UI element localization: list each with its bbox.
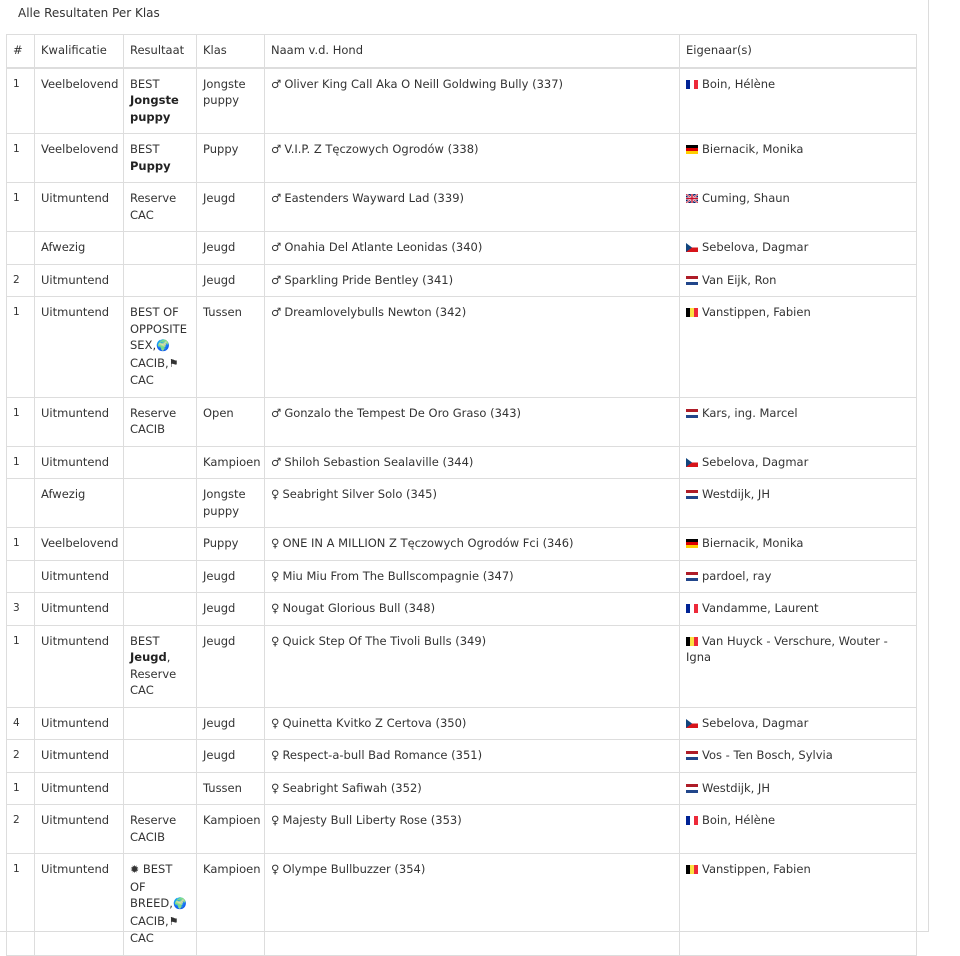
rank-cell: 1: [7, 772, 35, 805]
owner-name: Boin, Hélène: [702, 813, 776, 827]
eigenaar-cell: [680, 68, 917, 134]
female-symbol-icon: ♀: [271, 780, 280, 795]
eigenaar-cell: [680, 707, 917, 740]
kwalificatie-cell: Uitmuntend: [35, 297, 124, 398]
naam-cell: [265, 772, 680, 805]
rank-cell: 1: [7, 183, 35, 232]
male-symbol-icon: ♂: [271, 454, 282, 469]
dog-name: Nougat Glorious Bull (348): [282, 601, 436, 615]
resultaat-text: BEST OF OPPOSITE SEX,: [130, 305, 187, 352]
dog-name: ONE IN A MILLION Z Tęczowych Ogrodów Fci (346): [282, 536, 574, 550]
eigenaar-cell: [680, 183, 917, 232]
klas-cell: Jongste puppy: [197, 479, 265, 528]
klas-cell: Jeugd: [197, 625, 265, 707]
naam-cell: [265, 68, 680, 134]
dog-name: Quinetta Kvitko Z Certova (350): [282, 715, 467, 730]
dog-name: Olympe Bullbuzzer (354): [282, 862, 426, 876]
eigenaar-cell: [680, 297, 917, 398]
resultaat-text: BEST: [130, 76, 160, 91]
dog-name: Seabright Silver Solo (345): [282, 487, 437, 501]
resultaat-text: Reserve CACIB: [130, 813, 177, 844]
eigenaar-cell: [680, 560, 917, 593]
klas-cell: Kampioen: [197, 854, 265, 956]
table-row: [7, 446, 917, 479]
naam-cell: [265, 528, 680, 561]
naam-cell: [265, 805, 680, 854]
rank-cell: [7, 479, 35, 528]
rank-cell: 2: [7, 264, 35, 297]
resultaat-cell: [124, 528, 197, 561]
rank-cell: 1: [7, 297, 35, 398]
dog-name: Quick Step Of The Tivoli Bulls (349): [282, 633, 487, 648]
resultaat-cell: [124, 560, 197, 593]
owner-name: Biernacik, Monika: [702, 142, 804, 156]
female-symbol-icon: ♀: [271, 715, 280, 730]
col-header-kwalificatie: Kwalificatie: [35, 35, 124, 68]
dog-name: Seabright Safiwah (352): [282, 780, 422, 795]
kwalificatie-cell: Uitmuntend: [35, 560, 124, 593]
col-header-rank: #: [7, 35, 35, 68]
resultaat-cell: [124, 625, 197, 707]
klas-cell: Jeugd: [197, 707, 265, 740]
resultaat-cell: [124, 68, 197, 134]
resultaat-text: BEST: [130, 633, 160, 648]
kwalificatie-cell: Uitmuntend: [35, 593, 124, 626]
naam-cell: [265, 854, 680, 956]
female-symbol-icon: ♀: [271, 813, 280, 827]
owner-name: Van Eijk, Ron: [702, 272, 777, 287]
col-header-resultaat: Resultaat: [124, 35, 197, 68]
klas-cell: Jeugd: [197, 264, 265, 297]
klas-cell: Jeugd: [197, 560, 265, 593]
naam-cell: [265, 297, 680, 398]
naam-cell: [265, 707, 680, 740]
table-row: [7, 854, 917, 956]
naam-cell: [265, 479, 680, 528]
eigenaar-cell: [680, 446, 917, 479]
klas-cell: Puppy: [197, 528, 265, 561]
flag-cz-icon: [686, 458, 698, 467]
resultaat-text: , Reserve CAC: [130, 650, 177, 697]
rank-cell: 1: [7, 446, 35, 479]
female-symbol-icon: ♀: [271, 487, 280, 501]
owner-name: Boin, Hélène: [702, 76, 776, 91]
dog-name: Majesty Bull Liberty Rose (353): [282, 813, 462, 827]
resultaat-text: Jongste puppy: [130, 93, 179, 124]
table-row: [7, 68, 917, 134]
dog-name: Eastenders Wayward Lad (339): [284, 191, 464, 205]
dog-name: Onahia Del Atlante Leonidas (340): [284, 240, 483, 254]
resultaat-text: Puppy: [130, 158, 171, 173]
eigenaar-cell: [680, 772, 917, 805]
flag-icon: ⚑: [168, 914, 179, 928]
eigenaar-cell: [680, 397, 917, 446]
table-row: [7, 707, 917, 740]
naam-cell: [265, 264, 680, 297]
eigenaar-cell: [680, 528, 917, 561]
resultaat-text: BEST OF BREED,: [130, 862, 173, 910]
kwalificatie-cell: Uitmuntend: [35, 264, 124, 297]
kwalificatie-cell: Uitmuntend: [35, 772, 124, 805]
results-table: [6, 34, 917, 956]
resultaat-cell: [124, 446, 197, 479]
rank-cell: 2: [7, 740, 35, 773]
klas-cell: Puppy: [197, 134, 265, 183]
table-row: [7, 232, 917, 265]
naam-cell: [265, 625, 680, 707]
table-row: [7, 297, 917, 398]
table-header-row: [7, 35, 917, 68]
col-header-naam: Naam v.d. Hond: [265, 35, 680, 68]
kwalificatie-cell: Uitmuntend: [35, 740, 124, 773]
dog-name: Respect-a-bull Bad Romance (351): [282, 748, 483, 762]
rank-cell: 1: [7, 68, 35, 134]
eigenaar-cell: [680, 625, 917, 707]
rank-cell: 3: [7, 593, 35, 626]
dog-name: Shiloh Sebastion Sealaville (344): [284, 454, 474, 469]
eigenaar-cell: [680, 232, 917, 265]
eigenaar-cell: [680, 740, 917, 773]
dog-name: Sparkling Pride Bentley (341): [284, 272, 454, 287]
table-row: [7, 134, 917, 183]
col-header-eigenaar: Eigenaar(s): [680, 35, 917, 68]
naam-cell: [265, 232, 680, 265]
flag-de-icon: [686, 145, 698, 154]
resultaat-cell: [124, 805, 197, 854]
klas-cell: Open: [197, 397, 265, 446]
resultaat-text: Reserve CACIB: [130, 405, 177, 436]
rank-cell: [7, 232, 35, 265]
dog-name: Gonzalo the Tempest De Oro Graso (343): [284, 405, 522, 420]
male-symbol-icon: ♂: [271, 191, 282, 205]
kwalificatie-cell: Uitmuntend: [35, 707, 124, 740]
kwalificatie-cell: Afwezig: [35, 232, 124, 265]
eigenaar-cell: [680, 805, 917, 854]
resultaat-text: CAC: [130, 931, 154, 945]
male-symbol-icon: ♂: [271, 76, 282, 91]
rank-cell: 1: [7, 397, 35, 446]
owner-name: Sebelova, Dagmar: [702, 715, 809, 730]
kwalificatie-cell: Afwezig: [35, 479, 124, 528]
naam-cell: [265, 446, 680, 479]
flag-be-icon: [686, 865, 698, 874]
naam-cell: [265, 397, 680, 446]
rank-cell: 2: [7, 805, 35, 854]
eigenaar-cell: [680, 134, 917, 183]
eigenaar-cell: [680, 593, 917, 626]
rank-cell: 1: [7, 854, 35, 956]
kwalificatie-cell: Uitmuntend: [35, 625, 124, 707]
dog-name: Dreamlovelybulls Newton (342): [284, 305, 467, 319]
table-row: [7, 625, 917, 707]
male-symbol-icon: ♂: [271, 405, 282, 420]
table-row: [7, 397, 917, 446]
rank-cell: 1: [7, 134, 35, 183]
female-symbol-icon: ♀: [271, 862, 280, 876]
col-header-klas: Klas: [197, 35, 265, 68]
resultaat-cell: [124, 397, 197, 446]
male-symbol-icon: ♂: [271, 240, 282, 254]
owner-name: Westdijk, JH: [702, 487, 770, 501]
resultaat-cell: [124, 772, 197, 805]
page-title: Alle Resultaten Per Klas: [18, 6, 160, 20]
flag-gb-icon: [686, 194, 698, 203]
owner-name: Vanstippen, Fabien: [702, 862, 811, 876]
female-symbol-icon: ♀: [271, 633, 280, 648]
naam-cell: [265, 593, 680, 626]
resultaat-cell: [124, 134, 197, 183]
table-row: [7, 740, 917, 773]
owner-name: Kars, ing. Marcel: [702, 405, 798, 420]
flag-cz-icon: [686, 719, 698, 728]
table-row: [7, 772, 917, 805]
resultaat-cell: [124, 707, 197, 740]
resultaat-cell: [124, 297, 197, 398]
eigenaar-cell: [680, 264, 917, 297]
resultaat-cell: [124, 232, 197, 265]
flag-nl-icon: [686, 751, 698, 760]
kwalificatie-cell: Uitmuntend: [35, 183, 124, 232]
flag-fr-icon: [686, 816, 698, 825]
owner-name: Biernacik, Monika: [702, 536, 804, 550]
kwalificatie-cell: Uitmuntend: [35, 397, 124, 446]
flag-fr-icon: [686, 604, 698, 613]
resultaat-text: Jeugd: [130, 650, 167, 664]
female-symbol-icon: ♀: [271, 601, 280, 615]
owner-name: Westdijk, JH: [702, 780, 770, 795]
naam-cell: [265, 183, 680, 232]
rank-cell: 1: [7, 625, 35, 707]
female-symbol-icon: ♀: [271, 568, 280, 583]
flag-be-icon: [686, 637, 698, 646]
table-row: [7, 560, 917, 593]
kwalificatie-cell: Veelbelovend: [35, 528, 124, 561]
rank-cell: 1: [7, 528, 35, 561]
owner-name: Vandamme, Laurent: [702, 601, 819, 615]
table-row: [7, 264, 917, 297]
table-row: [7, 528, 917, 561]
male-symbol-icon: ♂: [271, 142, 282, 156]
kwalificatie-cell: Veelbelovend: [35, 68, 124, 134]
table-row: [7, 183, 917, 232]
resultaat-cell: [124, 854, 197, 956]
rank-cell: [7, 560, 35, 593]
resultaat-cell: [124, 264, 197, 297]
resultaat-text: BEST: [130, 142, 160, 156]
table-row: [7, 479, 917, 528]
klas-cell: Kampioen: [197, 446, 265, 479]
resultaat-text: CACIB,: [130, 913, 169, 928]
naam-cell: [265, 560, 680, 593]
naam-cell: [265, 740, 680, 773]
flag-nl-icon: [686, 784, 698, 793]
female-symbol-icon: ♀: [271, 536, 280, 550]
owner-name: pardoel, ray: [702, 568, 772, 583]
klas-cell: Kampioen: [197, 805, 265, 854]
flag-be-icon: [686, 308, 698, 317]
flag-nl-icon: [686, 276, 698, 285]
flag-nl-icon: [686, 490, 698, 499]
eigenaar-cell: [680, 854, 917, 956]
resultaat-cell: [124, 593, 197, 626]
flag-nl-icon: [686, 572, 698, 581]
kwalificatie-cell: Veelbelovend: [35, 134, 124, 183]
flag-de-icon: [686, 539, 698, 548]
klas-cell: Tussen: [197, 772, 265, 805]
owner-name: Vos - Ten Bosch, Sylvia: [702, 748, 833, 762]
table-row: [7, 805, 917, 854]
flag-icon: ⚑: [168, 356, 179, 370]
rank-cell: 4: [7, 707, 35, 740]
owner-name: Van Huyck - Verschure, Wouter - Igna: [686, 633, 888, 664]
resultaat-cell: [124, 183, 197, 232]
results-body: [7, 68, 917, 956]
resultaat-text: CACIB,: [130, 355, 169, 370]
klas-cell: Jeugd: [197, 232, 265, 265]
kwalificatie-cell: Uitmuntend: [35, 446, 124, 479]
klas-cell: Jeugd: [197, 183, 265, 232]
flag-fr-icon: [686, 80, 698, 89]
resultaat-cell: [124, 479, 197, 528]
owner-name: Cuming, Shaun: [702, 191, 790, 205]
owner-name: Sebelova, Dagmar: [702, 454, 809, 469]
male-symbol-icon: ♂: [271, 305, 282, 319]
resultaat-cell: [124, 740, 197, 773]
dog-name: Oliver King Call Aka O Neill Goldwing Bully (337): [284, 76, 564, 91]
female-symbol-icon: ♀: [271, 748, 280, 762]
owner-name: Vanstippen, Fabien: [702, 305, 811, 319]
globe-icon: 🌍: [156, 339, 170, 352]
star-icon: ✹: [130, 863, 140, 876]
klas-cell: Tussen: [197, 297, 265, 398]
dog-name: V.I.P. Z Tęczowych Ogrodów (338): [284, 142, 479, 156]
owner-name: Sebelova, Dagmar: [702, 240, 809, 254]
kwalificatie-cell: Uitmuntend: [35, 805, 124, 854]
male-symbol-icon: ♂: [271, 272, 282, 287]
klas-cell: Jeugd: [197, 593, 265, 626]
globe-icon: 🌍: [172, 897, 187, 910]
resultaat-text: CAC: [130, 373, 154, 387]
klas-cell: Jeugd: [197, 740, 265, 773]
klas-cell: Jongste puppy: [197, 68, 265, 134]
flag-nl-icon: [686, 409, 698, 418]
flag-cz-icon: [686, 243, 698, 252]
dog-name: Miu Miu From The Bullscompagnie (347): [282, 568, 514, 583]
eigenaar-cell: [680, 479, 917, 528]
naam-cell: [265, 134, 680, 183]
resultaat-text: Reserve CAC: [130, 191, 177, 222]
table-row: [7, 593, 917, 626]
kwalificatie-cell: Uitmuntend: [35, 854, 124, 956]
